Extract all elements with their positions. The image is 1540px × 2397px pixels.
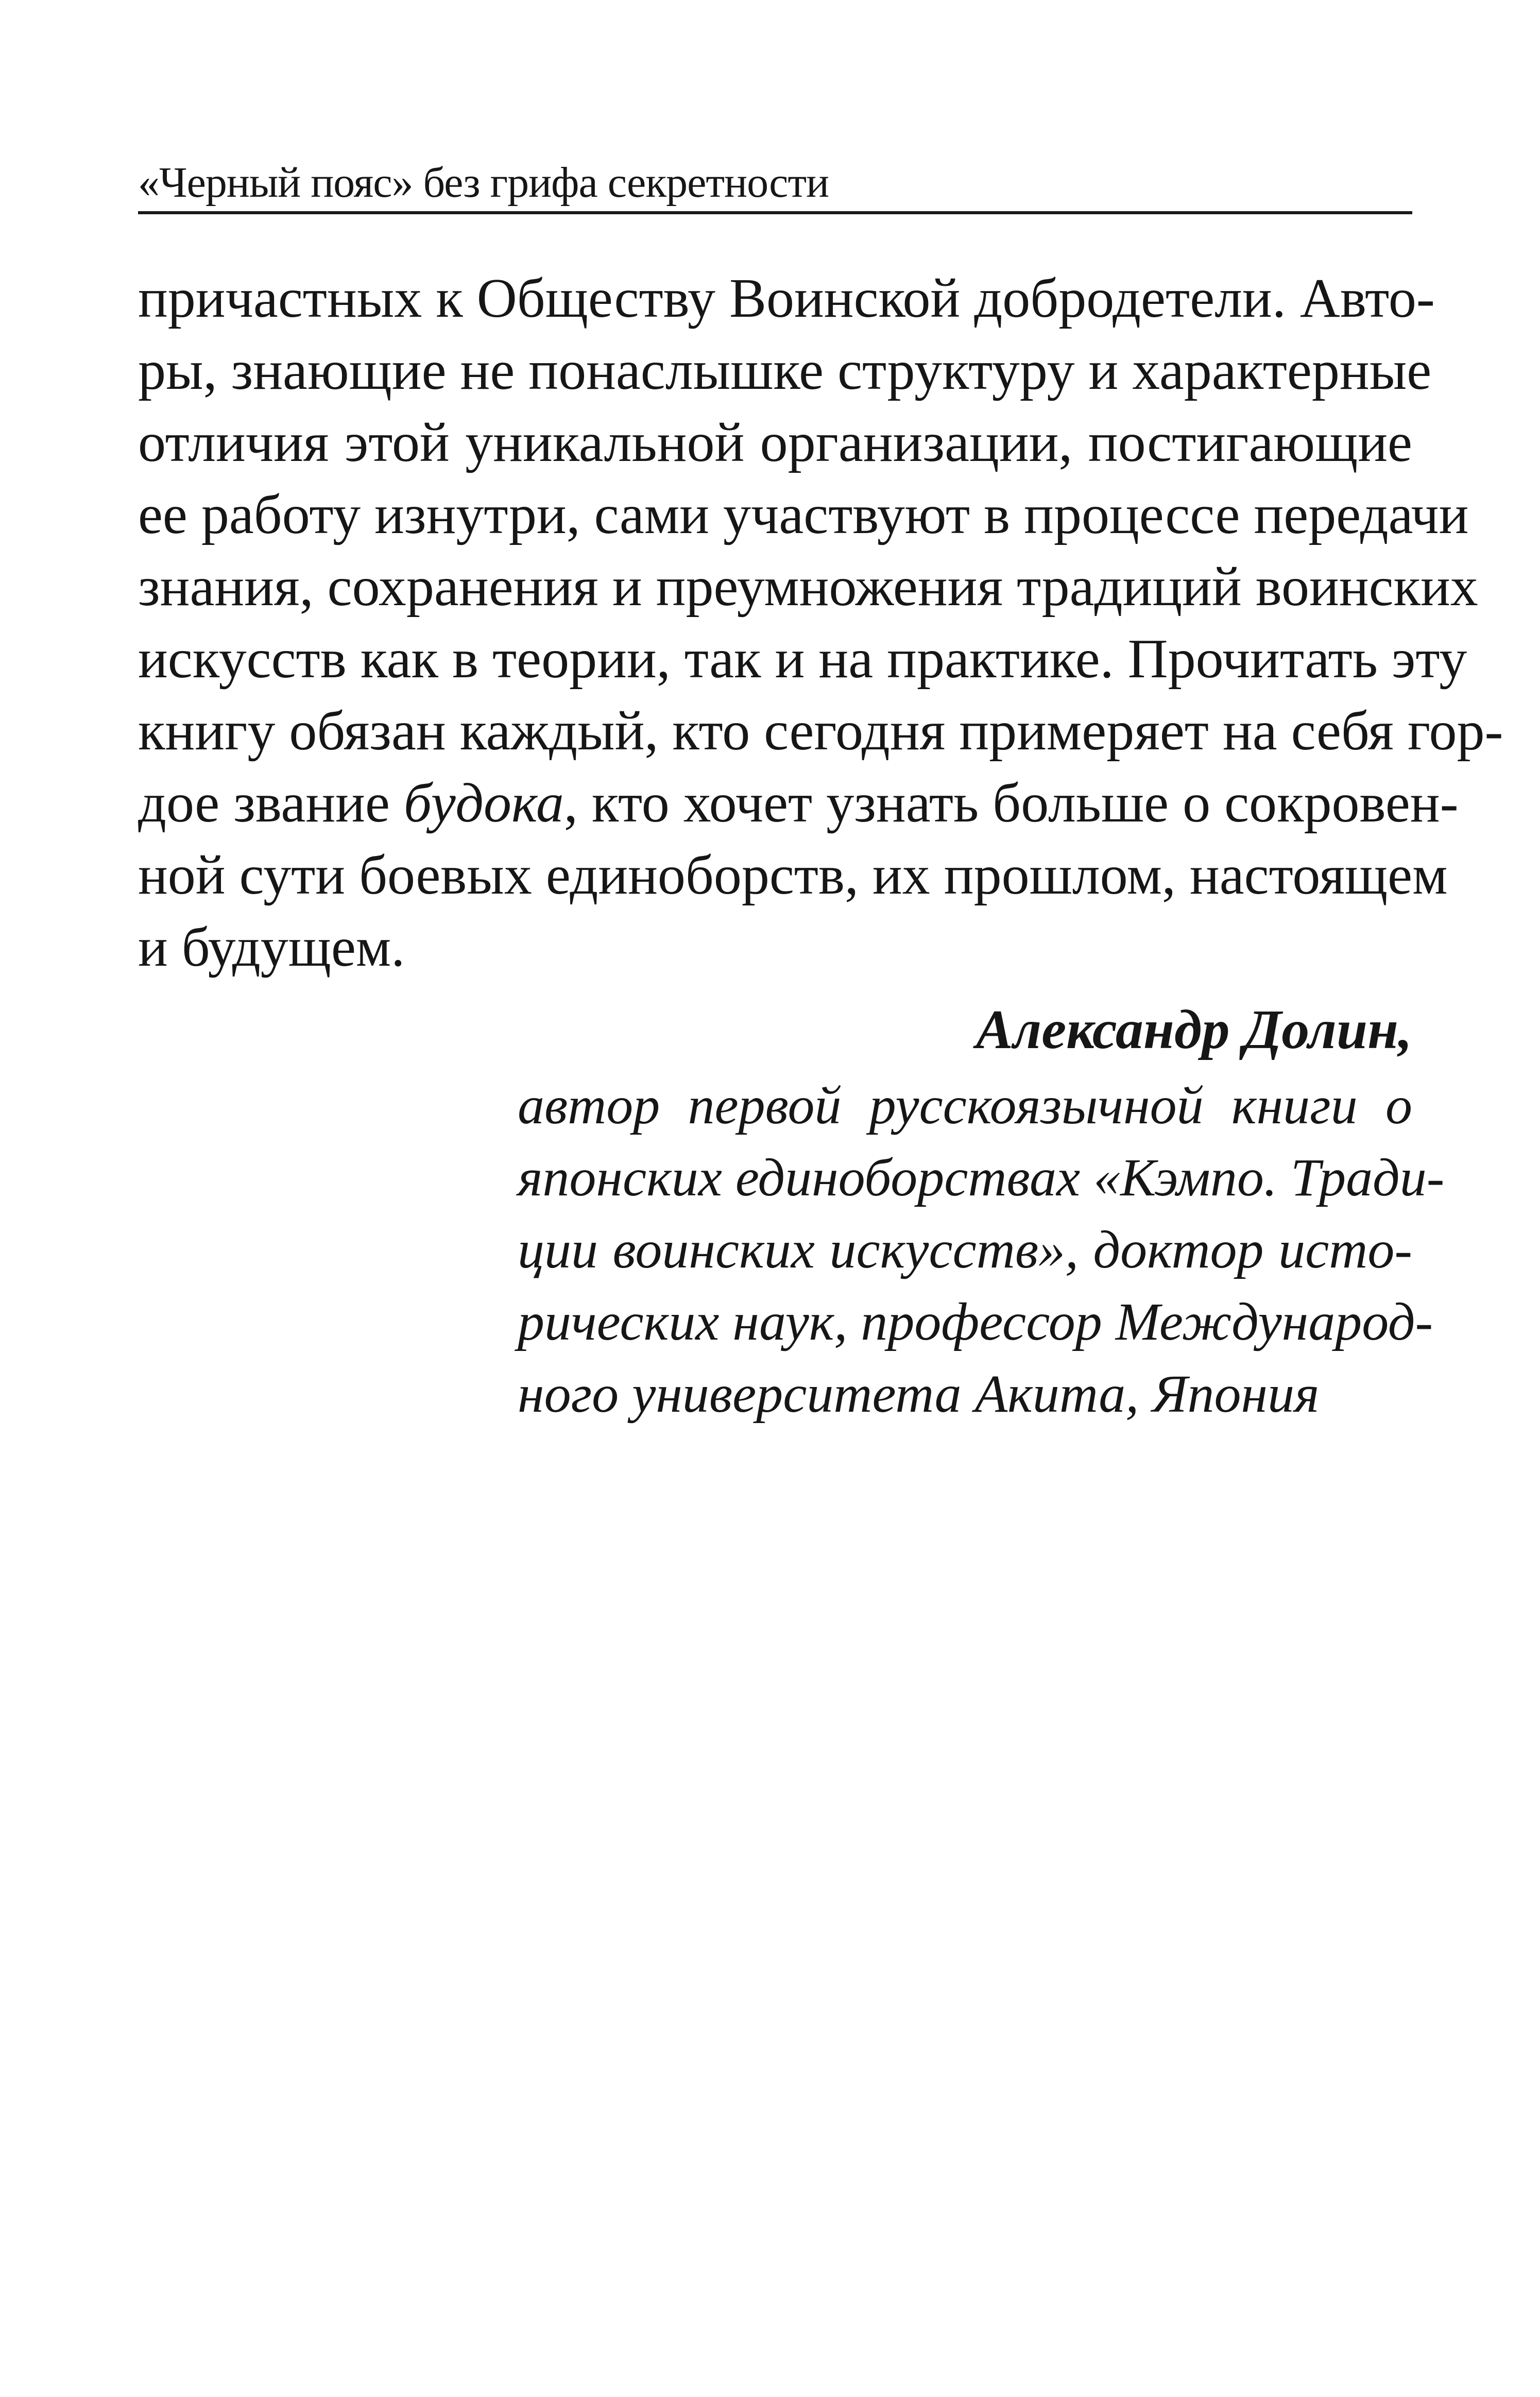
running-head: «Черный пояс» без грифа секретности [138,159,829,207]
affiliation-line: автор первой русскоязычной книги о [518,1076,1412,1135]
header-rule [138,211,1412,214]
text-line [138,767,1459,840]
affiliation-line: японских единоборствах «Кэмпо. Тради- [518,1148,1445,1207]
affiliation-line: рических наук, профессор Международ- [518,1292,1433,1351]
text-line: ее работу изнутри, сами участвуют в процессе передачи [138,484,1469,545]
text-line: отличия этой уникальной организации, постигающие [138,412,1412,473]
text-line: причастных к Обществу Воинской добродетели. Авто- [138,268,1435,329]
text-line: ры, знающие не понаслышке структуру и характерные [138,340,1432,401]
signature-author: Александр Долин, [976,999,1412,1060]
text-line: искусств как в теории, так и на практике. Прочитать эту [138,628,1467,690]
text-line: книгу обязан каждый, кто сегодня примеряет на себя гор- [138,700,1503,762]
body-paragraph [138,263,1503,984]
text-fragment: , кто хочет узнать больше о сокровен- [563,773,1459,834]
text-fragment: дое звание [138,773,404,834]
text-line: знания, сохранения и преумножения традиций воинских [138,556,1478,618]
signature-affiliation [518,1070,1445,1430]
affiliation-line: ного университета Акита, Япония [518,1364,1320,1424]
italic-term: будока [403,773,564,834]
affiliation-line: ции воинских искусств», доктор исто- [518,1220,1412,1279]
text-line: и будущем. [138,917,405,978]
text-line: ной сути боевых единоборств, их прошлом, настоящем [138,845,1448,906]
